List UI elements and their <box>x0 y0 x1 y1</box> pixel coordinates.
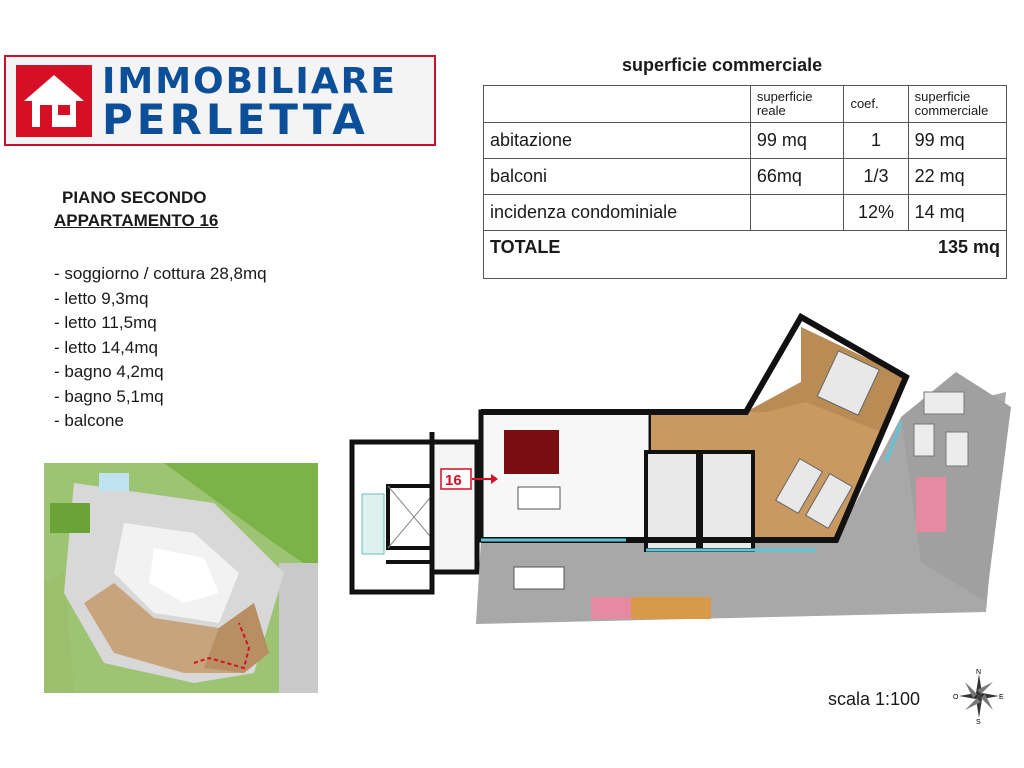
room-item: - letto 9,3mq <box>54 288 149 308</box>
logo-text-line1: IMMOBILIARE <box>102 61 397 102</box>
compass-south-label: S <box>976 719 981 724</box>
table-header-cell <box>484 86 751 123</box>
table-header-cell: coef. <box>844 86 908 123</box>
compass-east-label: E <box>999 694 1004 701</box>
surface-table <box>483 85 1007 279</box>
logo-text-line2: PERLETTA <box>102 95 369 144</box>
table-cell: 1 <box>844 123 908 159</box>
table-cell: abitazione <box>484 123 751 159</box>
total-value: 135 mq <box>750 231 1006 279</box>
total-label: TOTALE <box>484 231 751 279</box>
table-cell: 66mq <box>750 159 844 195</box>
table-header-cell: superficie reale <box>750 86 844 123</box>
table-cell: 1/3 <box>844 159 908 195</box>
room-item: - bagno 4,2mq <box>54 362 164 381</box>
compass-west-label: O <box>953 694 959 701</box>
table-cell: 14 mq <box>908 195 1006 231</box>
table-cell <box>750 195 844 231</box>
table-cell: 12% <box>844 195 908 231</box>
table-row <box>484 123 1007 159</box>
room-list <box>54 262 267 434</box>
table-cell: 99 mq <box>750 123 844 159</box>
house-icon <box>16 65 92 137</box>
floor-title: PIANO SECONDO <box>62 188 207 207</box>
table-row <box>484 195 1007 231</box>
floor-plan <box>346 312 1016 632</box>
room-item: - bagno 5,1mq <box>54 386 164 406</box>
room-item: - letto 14,4mq <box>54 337 158 357</box>
table-header-cell: superficie commerciale <box>908 86 1006 123</box>
table-cell: incidenza condominiale <box>484 195 751 231</box>
table-cell: 22 mq <box>908 159 1006 195</box>
table-row <box>484 159 1007 195</box>
table-cell: 99 mq <box>908 123 1006 159</box>
building-aerial-view <box>44 463 318 693</box>
table-title: superficie commerciale <box>622 55 823 75</box>
room-item: - balcone <box>54 411 124 430</box>
table-total-row <box>484 231 1007 279</box>
table-header-row <box>484 86 1007 123</box>
room-item: - soggiorno / cottura 28,8mq <box>54 264 267 283</box>
compass-rose-icon <box>953 668 1005 724</box>
brand-logo <box>4 55 436 146</box>
room-item: - letto 11,5mq <box>54 313 157 332</box>
unit-number-label: 16 <box>445 472 462 489</box>
scale-label: scala 1:100 <box>828 689 921 709</box>
table-cell: balconi <box>484 159 751 195</box>
apartment-title: APPARTAMENTO 16 <box>54 211 219 230</box>
compass-north-label: N <box>976 669 982 676</box>
